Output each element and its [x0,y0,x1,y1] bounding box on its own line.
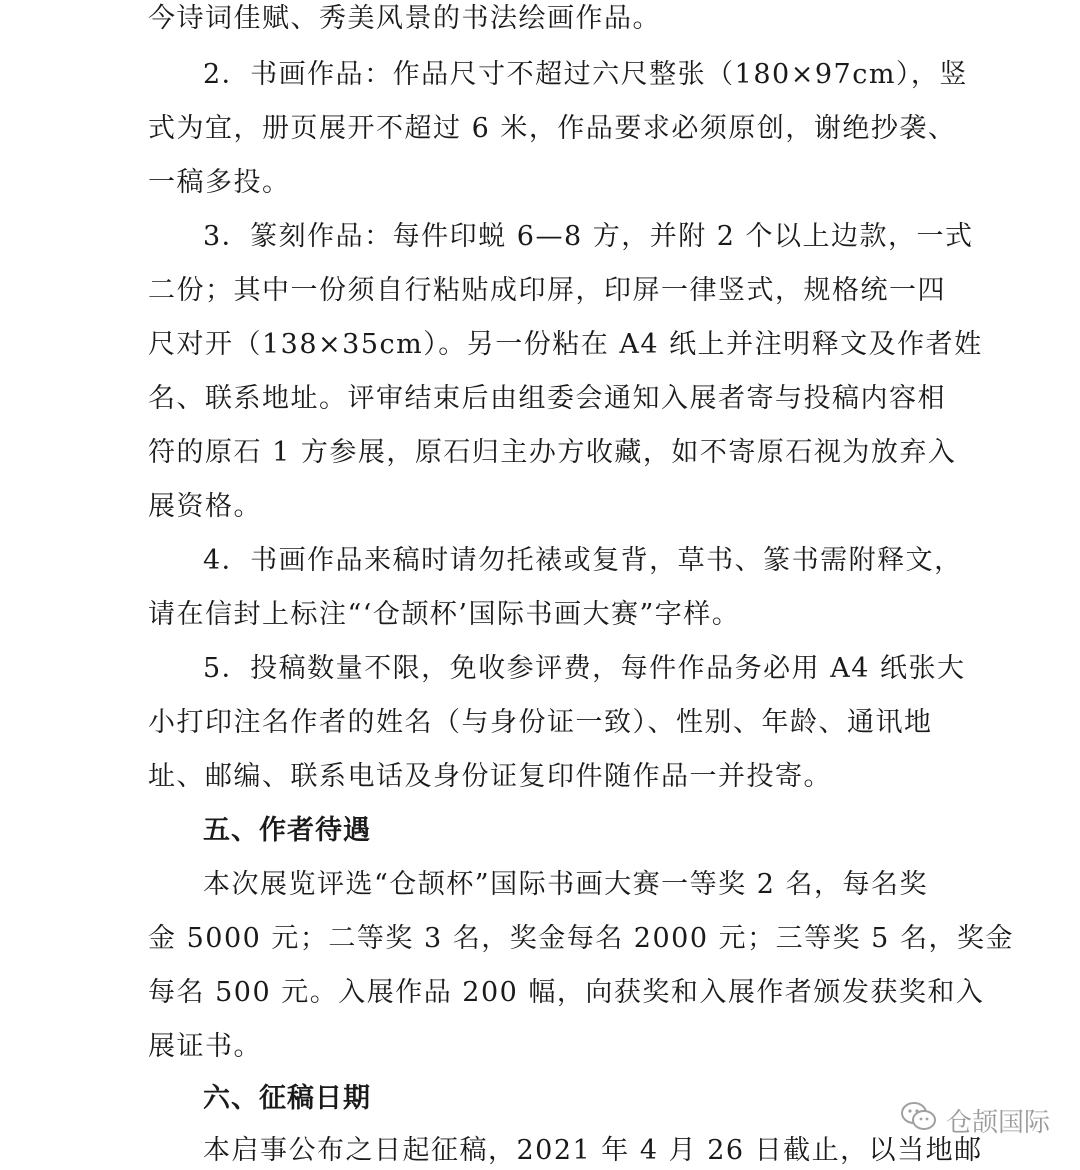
text-line: 本次展览评选“仓颉杯”国际书画大赛一等奖 2 名，每名奖 [203,869,928,900]
watermark-label: 仓颉国际 [945,1107,1050,1138]
text-line: 今诗词佳赋、秀美风景的书法绘画作品。 [148,3,661,34]
text-line: 展证书。 [148,1031,262,1062]
text-line: 小打印注名作者的姓名（与身份证一致）、性别、年龄、通讯地 [148,707,933,738]
text-line: 4．书画作品来稿时请勿托裱或复背，草书、篆书需附释文， [203,545,963,576]
text-line: 名、联系地址。评审结束后由组委会通知入展者寄与投稿内容相 [148,383,946,414]
text-line: 5．投稿数量不限，免收参评费，每件作品务必用 A4 纸张大 [203,653,966,684]
text-line: 址、邮编、联系电话及身份证复印件随作品一并投寄。 [148,761,832,792]
text-line: 尺对开（138×35cm）。另一份粘在 A4 纸上并注明释文及作者姓 [148,329,983,360]
text-line: 一稿多投。 [148,167,291,198]
text-line: 本启事公布之日起征稿，2021 年 4 月 26 日截止，以当地邮 [203,1135,983,1166]
text-line: 3．篆刻作品：每件印蜕 6—8 方，并附 2 个以上边款，一式 [203,221,974,252]
text-line: 符的原石 1 方参展，原石归主办方收藏，如不寄原石视为放弃入 [148,437,957,468]
section-heading: 五、作者待遇 [203,815,371,846]
text-line: 金 5000 元；二等奖 3 名，奖金每名 2000 元；三等奖 5 名，奖金 [148,923,1014,954]
section-heading: 六、征稿日期 [203,1083,371,1114]
text-line: 请在信封上标注“‘仓颉杯’国际书画大赛”字样。 [148,599,741,630]
text-line: 每名 500 元。入展作品 200 幅，向获奖和入展作者颁发获奖和入 [148,977,985,1008]
watermark [900,1100,1050,1140]
text-line: 二份；其中一份须自行粘贴成印屏，印屏一律竖式，规格统一四 [148,275,946,306]
text-line: 展资格。 [148,491,262,522]
text-line: 2．书画作品：作品尺寸不超过六尺整张（180×97cm），竖 [203,59,968,90]
wechat-icon [900,1101,938,1140]
text-line: 式为宜，册页展开不超过 6 米，作品要求必须原创，谢绝抄袭、 [148,113,957,144]
